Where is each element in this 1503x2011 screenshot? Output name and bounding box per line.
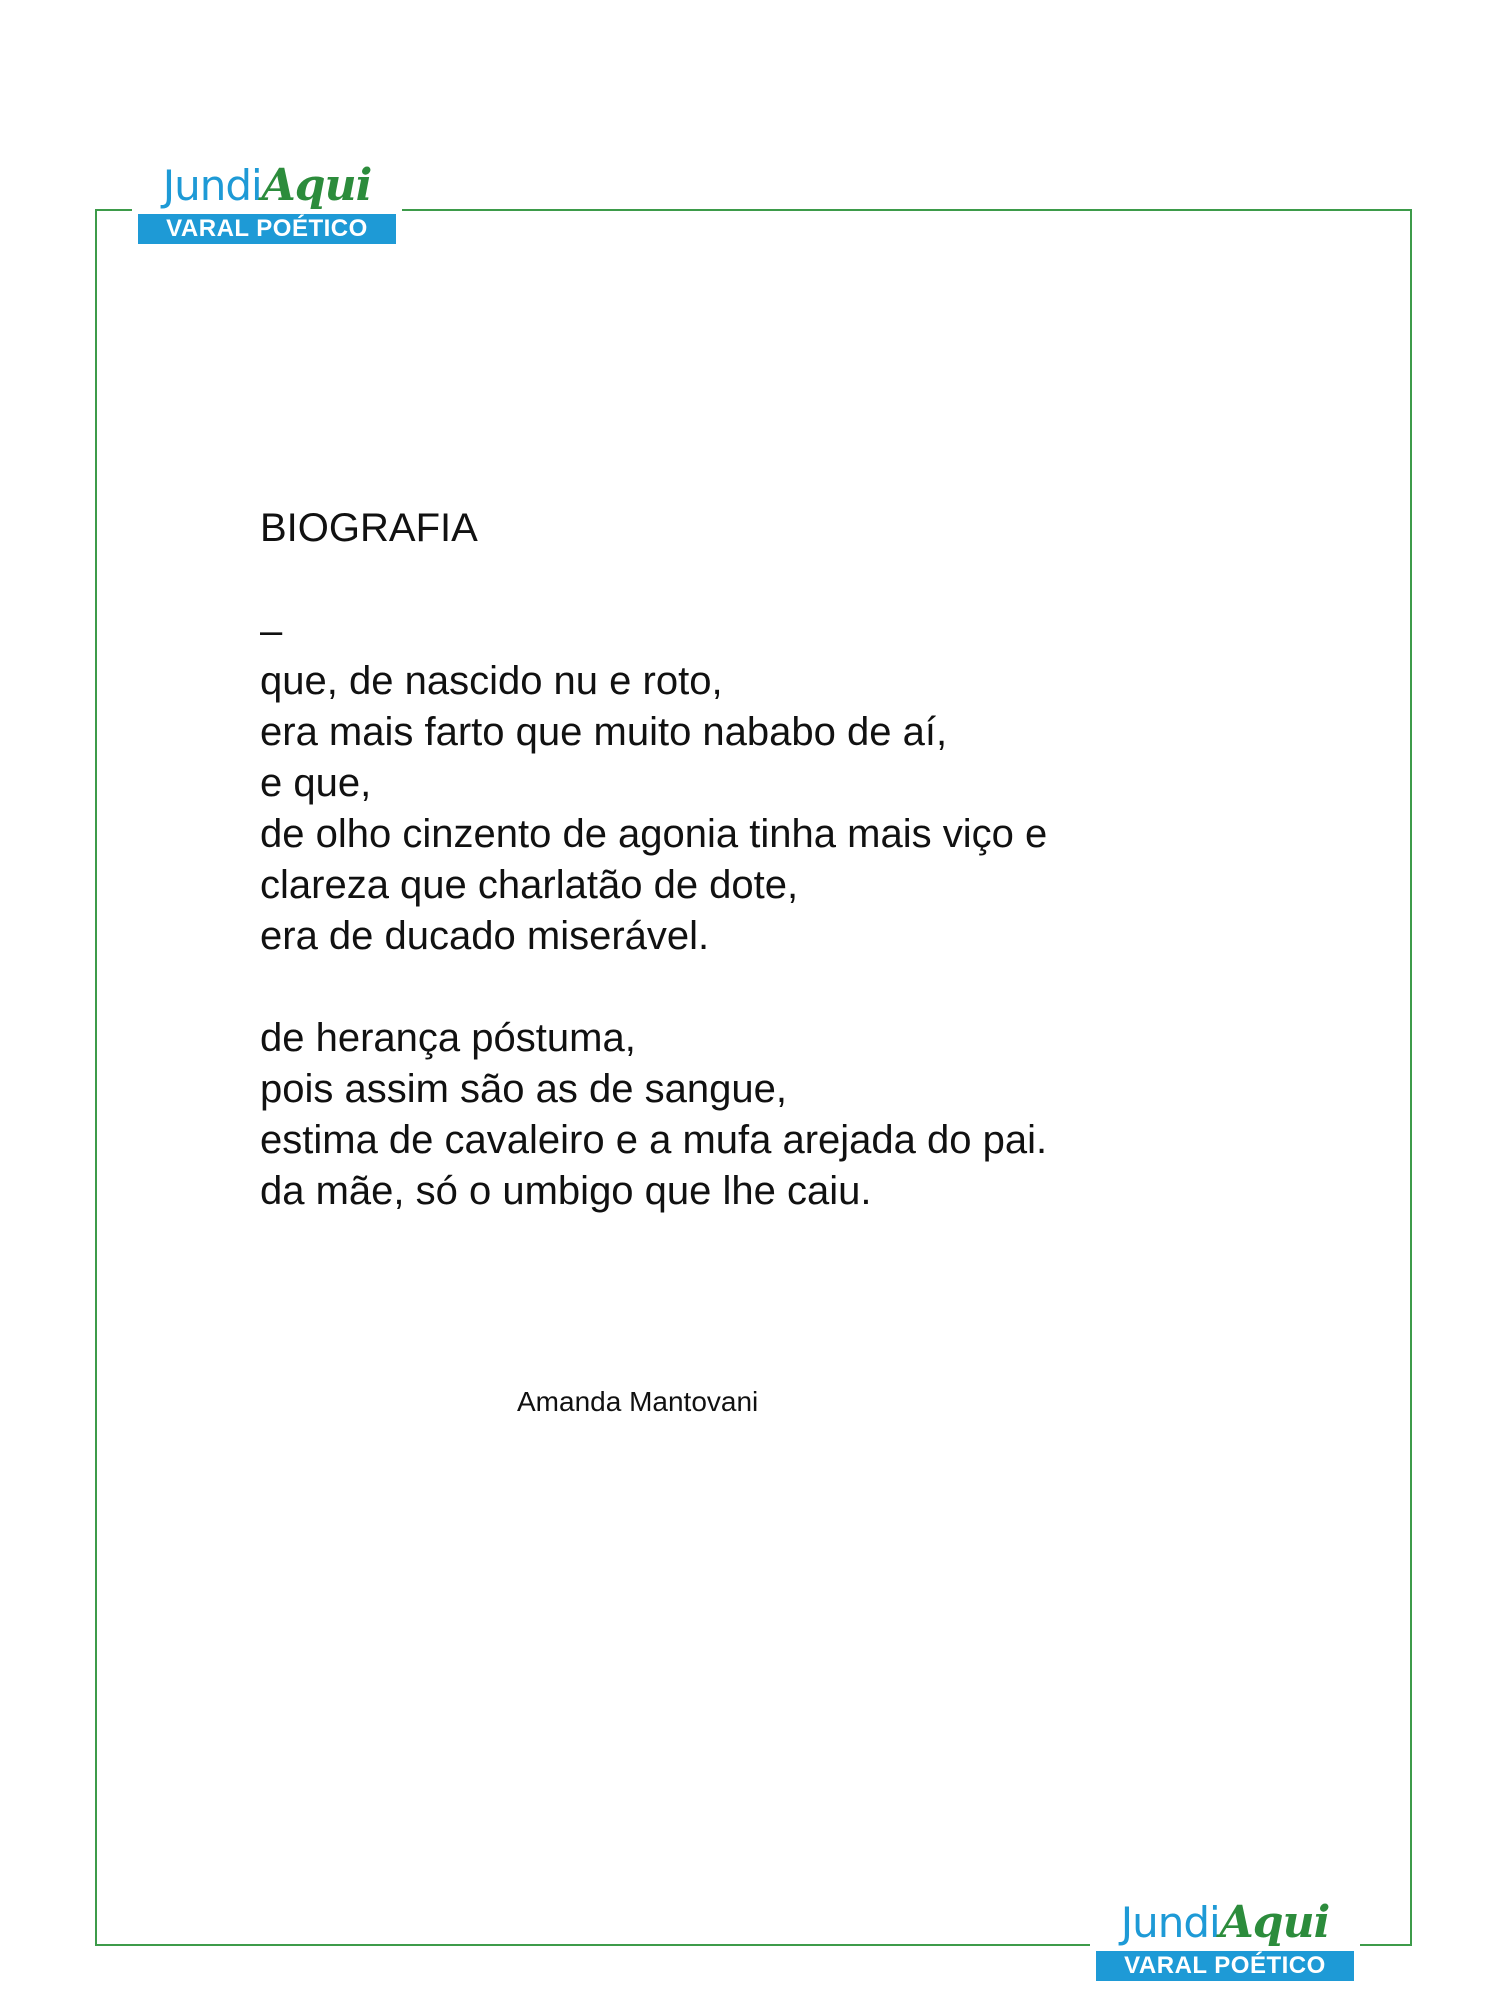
poem-line: era mais farto que muito nababo de aí, <box>260 710 948 754</box>
poem-title: BIOGRAFIA <box>260 506 478 550</box>
logo-aqui: Aqui <box>261 160 372 211</box>
stanza-2 <box>260 1013 1260 1217</box>
poem-line: estima de cavaleiro e a mufa arejada do pai. <box>260 1118 1048 1162</box>
logo-badge: VARAL POÉTICO <box>1096 1951 1354 1981</box>
logo-jundi: Jundi <box>1120 1898 1220 1947</box>
logo-wordmark <box>1096 1897 1354 1949</box>
poem-line: da mãe, só o umbigo que lhe caiu. <box>260 1169 872 1213</box>
stanza-1 <box>260 656 1260 962</box>
logo-jundi: Jundi <box>162 161 262 210</box>
author-name: Amanda Mantovani <box>517 1386 759 1417</box>
logo-aqui: Aqui <box>1219 1897 1330 1948</box>
logo-top <box>132 160 402 244</box>
logo-bottom <box>1090 1897 1360 1981</box>
poem-line: de olho cinzento de agonia tinha mais viço e <box>260 812 1048 856</box>
poem-line: e que, <box>260 761 372 805</box>
logo-wordmark <box>138 160 396 212</box>
poem-line: que, de nascido nu e roto, <box>260 659 723 703</box>
poem-line: era de ducado miserável. <box>260 914 710 958</box>
poem <box>260 498 1260 1217</box>
poem-dash: – <box>260 609 283 653</box>
poem-line: clareza que charlatão de dote, <box>260 863 799 907</box>
logo-badge: VARAL POÉTICO <box>138 214 396 244</box>
poem-line: pois assim são as de sangue, <box>260 1067 787 1111</box>
poem-line: de herança póstuma, <box>260 1016 636 1060</box>
